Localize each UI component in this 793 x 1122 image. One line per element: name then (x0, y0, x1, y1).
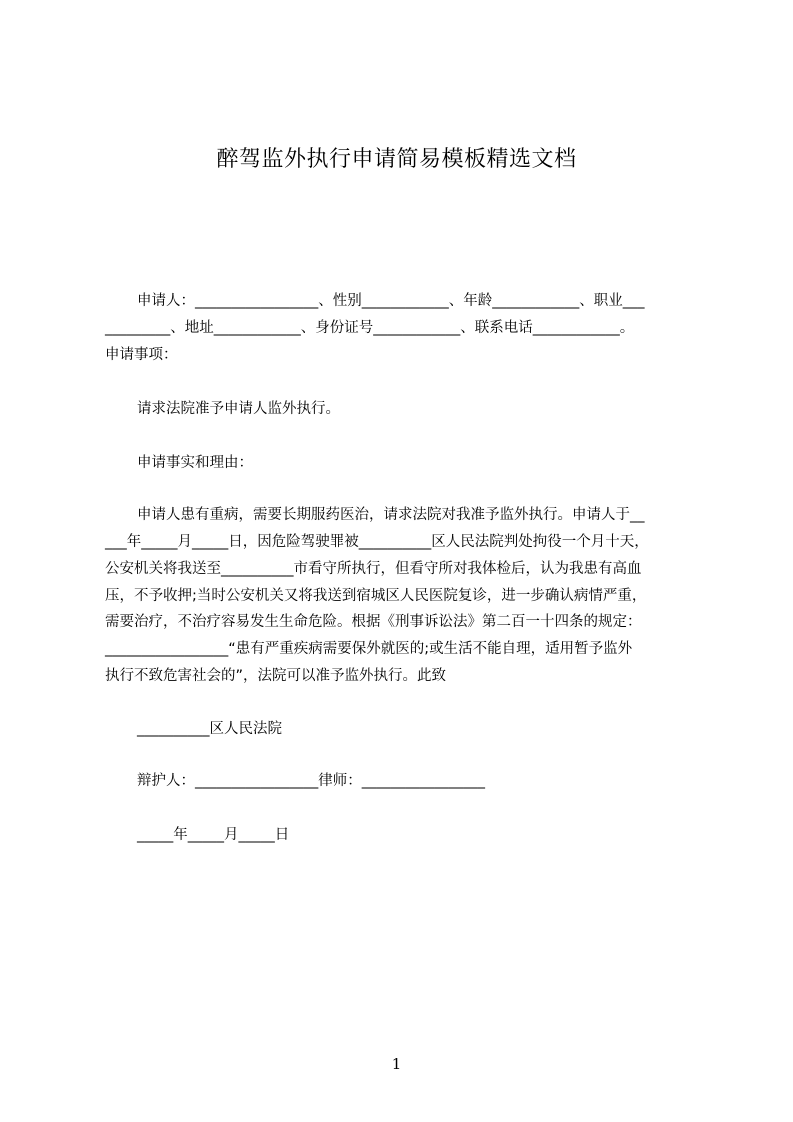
request-label: 申请事项： (105, 347, 178, 363)
court-line: __________区人民法院 (137, 721, 282, 737)
facts-line-7: 执行不致危害社会的”，法院可以准予监外执行。此致 (105, 668, 447, 684)
defender-signature-line: 辩护人：_________________律师：_________________ (137, 773, 485, 789)
facts-line-4: 压，不予收押;当时公安机关又将我送到宿城区人民医院复诊，进一步确认病情严重， (105, 588, 647, 604)
facts-line-3: 公安机关将我送至__________市看守所执行，但看守所对我体检后，认为我患有高血 (105, 561, 642, 577)
facts-label: 申请事实和理由： (137, 455, 253, 471)
document-title: 醉驾监外执行申请简易模板精选文档 (216, 147, 577, 172)
applicant-info-line-2: _________、地址____________、身份证号____________、联系电话____________。 (105, 320, 635, 336)
request-text: 请求法院准予申请人监外执行。 (137, 401, 340, 417)
facts-line-2: ___年_____月_____日，因危险驾驶罪被__________区人民法院判处拘役一个月十天， (105, 534, 649, 550)
page-number: 1 (391, 1055, 402, 1073)
facts-line-1: 申请人患有重病，需要长期服药医治，请求法院对我准予监外执行。申请人于__ (137, 507, 645, 523)
facts-line-6: _________________“患有严重疾病需要保外就医的;或生活不能自理，适用暂予监外 (105, 641, 633, 657)
facts-line-5: 需要治疗，不治疗容易发生生命危险。根据《刑事诉讼法》第二百一十四条的规定： (105, 614, 642, 630)
applicant-info-line-1: 申请人：_________________、性别____________、年龄____________、职业___ (137, 293, 645, 309)
date-line: _____年_____月_____日 (137, 827, 290, 843)
